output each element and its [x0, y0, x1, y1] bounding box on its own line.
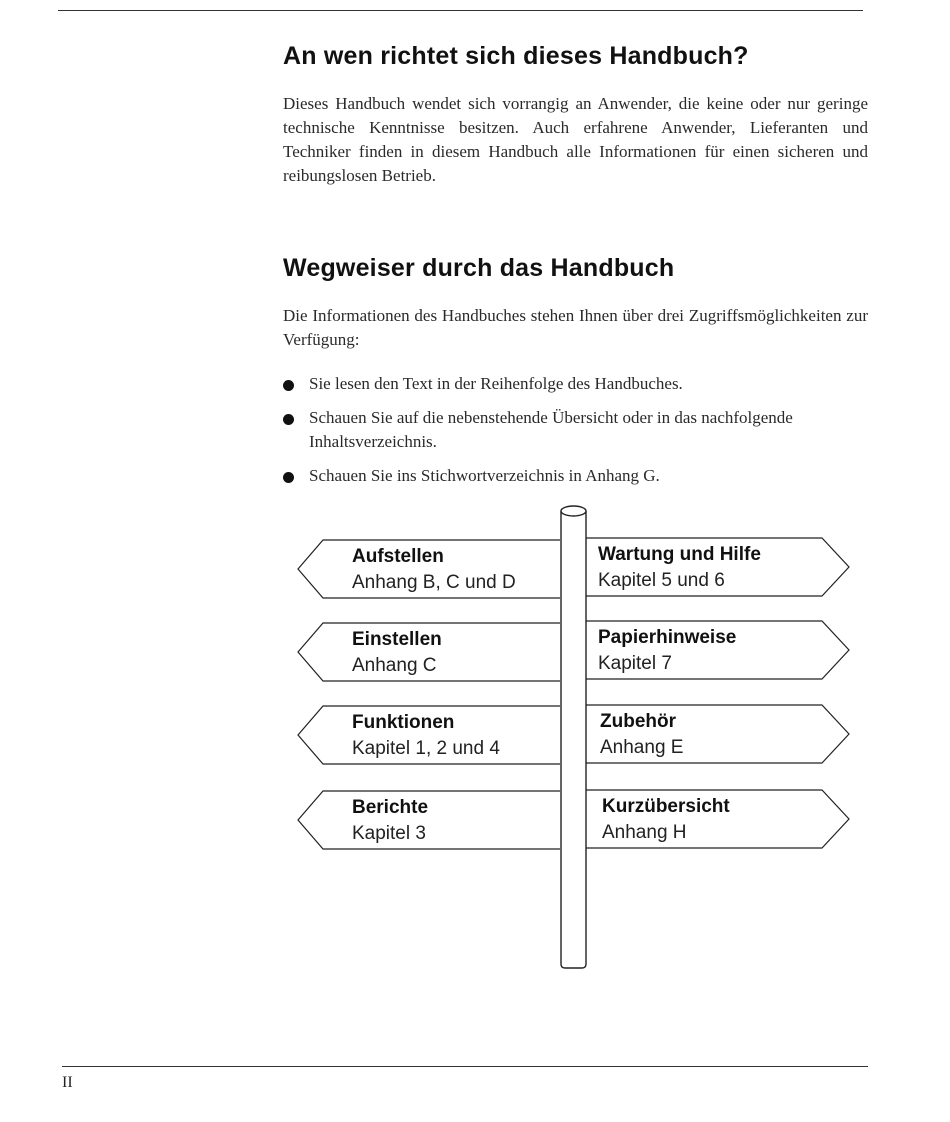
list-item: Sie lesen den Text in der Reihenfolge des Handbuches.	[283, 372, 873, 396]
sign-right-zubehoer[interactable]	[586, 705, 849, 763]
signpost-illustration	[290, 502, 860, 972]
list-item: Schauen Sie auf die nebenstehende Übersicht oder in das nachfolgende Inhaltsverzeichnis.	[283, 406, 873, 454]
sign-title: Wartung und Hilfe	[598, 544, 761, 565]
access-options-list	[283, 372, 873, 498]
sign-right-kurzuebersicht[interactable]	[586, 790, 849, 848]
sign-title: Kurzübersicht	[602, 796, 730, 817]
heading-guide: Wegweiser durch das Handbuch	[283, 254, 675, 282]
sign-title: Papierhinweise	[598, 627, 737, 648]
sign-left-aufstellen[interactable]	[298, 540, 560, 598]
sign-left-funktionen[interactable]	[298, 706, 560, 764]
sign-title: Funktionen	[352, 712, 455, 733]
sign-ref: Kapitel 5 und 6	[598, 570, 725, 591]
sign-title: Aufstellen	[352, 546, 444, 567]
list-item: Schauen Sie ins Stichwortverzeichnis in Anhang G.	[283, 464, 873, 488]
signpost-pole	[561, 506, 586, 968]
sign-title: Einstellen	[352, 629, 442, 650]
sign-ref: Anhang E	[600, 737, 684, 758]
sign-ref: Kapitel 1, 2 und 4	[352, 738, 500, 759]
sign-ref: Anhang H	[602, 822, 687, 843]
bullet-icon	[283, 380, 294, 391]
sign-right-wartung[interactable]	[586, 538, 849, 596]
page-number: II	[62, 1074, 73, 1091]
sign-ref: Kapitel 3	[352, 823, 426, 844]
sign-ref: Kapitel 7	[598, 653, 672, 674]
heading-audience: An wen richtet sich dieses Handbuch?	[283, 42, 749, 70]
sign-right-papierhinweise[interactable]	[586, 621, 849, 679]
paragraph-audience: Dieses Handbuch wendet sich vorrangig an Anwender, die keine oder nur geringe technische Kenntnisse besitzen. Auch erfahrene Anwender, Lieferanten und Techniker finden in diesem Handbuch alle Informationen für einen sicheren und reibungslosen Betrieb.	[283, 94, 868, 185]
sign-title: Berichte	[352, 797, 429, 818]
bottom-rule	[62, 1066, 868, 1067]
bullet-icon	[283, 472, 294, 483]
paragraph-guide: Die Informationen des Handbuches stehen Ihnen über drei Zugriffsmöglichkeiten zur Verfügung:	[283, 306, 868, 349]
sign-ref: Anhang B, C und D	[352, 572, 516, 593]
bullet-icon	[283, 414, 294, 425]
sign-left-einstellen[interactable]	[298, 623, 560, 681]
top-rule	[58, 10, 863, 11]
sign-title: Zubehör	[600, 711, 676, 732]
sign-left-berichte[interactable]	[298, 791, 560, 849]
sign-ref: Anhang C	[352, 655, 437, 676]
